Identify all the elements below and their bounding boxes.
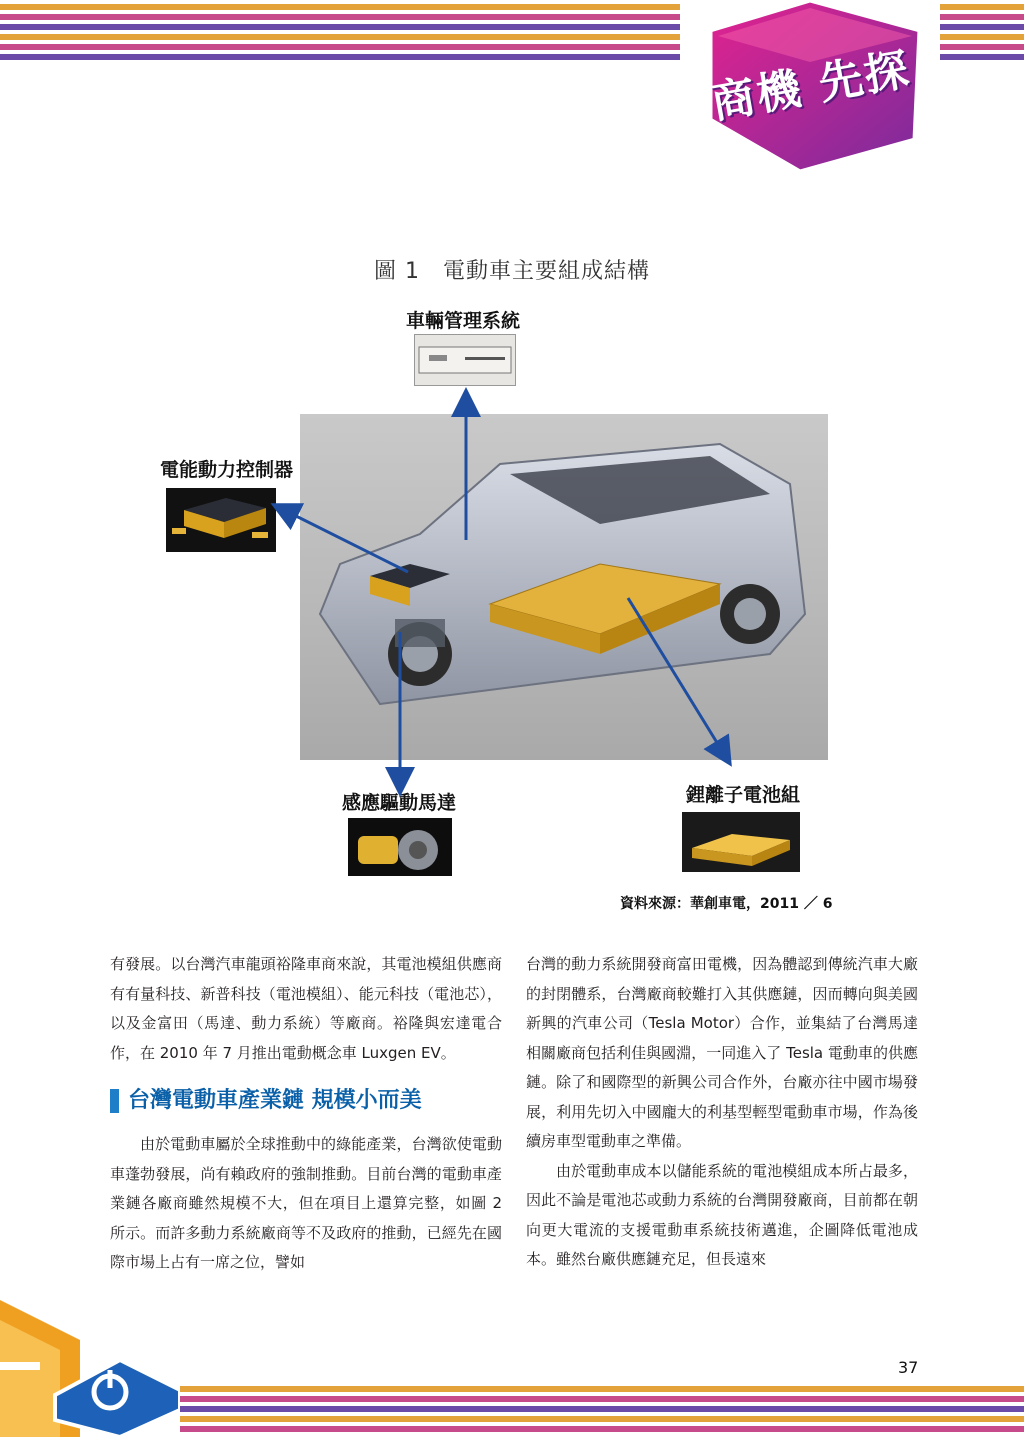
badge-label: 商機 先探: [707, 43, 915, 130]
label-lithium-battery-pack: 鋰離子電池組: [686, 784, 801, 806]
paragraph: 台灣的動力系統開發商富田電機，因為體認到傳統汽車大廠的封閉體系，台灣廠商較難打入其供應鏈，因而轉向與美國新興的汽車公司（Tesla Motor）合作，並集結了台灣馬達相關廠商包括利佳與國淵，一同進入了 Tesla 電動車的供應鏈。除了和國際型的新興公司合作外，台廠亦往中國市場發展，利用先切入中國龐大的利基型輕型電動車市場，作為後續房車型電動車之準備。: [526, 955, 918, 1150]
label-power-controller: 電能動力控制器: [160, 459, 294, 481]
section-heading-text: 台灣電動車產業鏈 規模小而美: [128, 1088, 422, 1113]
figure-title: 圖 1 電動車主要組成結構: [374, 259, 650, 284]
article-column-right: [526, 950, 918, 1275]
footer-stripes: [180, 1386, 1024, 1450]
paragraph: 由於電動車屬於全球推動中的綠能產業，台灣欲使電動車蓬勃發展，尚有賴政府的強制推動。目前台灣的電動車產業鏈各廠商雖然規模不大，但在項目上還算完整，如圖 2 所示。而許多動力系統廠商等不及政府的推動，已經先在國際市場上占有一席之位，譬如: [110, 1135, 502, 1271]
label-vehicle-management-system: 車輛管理系統: [406, 310, 521, 332]
section-heading: [110, 1086, 502, 1116]
article-column-left: [110, 950, 502, 1278]
corner-logo: [0, 1300, 185, 1437]
paragraph: 有發展。以台灣汽車龍頭裕隆車商來說，其電池模組供應商有有量科技、新普科技（電池模組）、能元科技（電池芯），以及金富田（馬達、動力系統）等廠商。裕隆與宏達電合作，在 2010 年 7 月推出電動概念車 Luxgen EV。: [110, 955, 502, 1062]
arrow-to-battery: [628, 598, 724, 754]
label-induction-motor: 感應驅動馬達: [342, 792, 457, 814]
page-number: 37: [898, 1358, 919, 1377]
figure-source: 資料來源：華創車電，2011 ／ 6: [620, 896, 833, 912]
arrow-to-controller: [284, 510, 408, 572]
heading-bar-icon: [110, 1089, 119, 1113]
paragraph: 由於電動車成本以儲能系統的電池模組成本所占最多，因此不論是電池芯或動力系統的台灣開發廠商，目前都在朝向更大電流的支援電動車系統技術邁進，企圖降低電池成本。雖然台廠供應鏈充足，但長遠來: [526, 1161, 918, 1268]
